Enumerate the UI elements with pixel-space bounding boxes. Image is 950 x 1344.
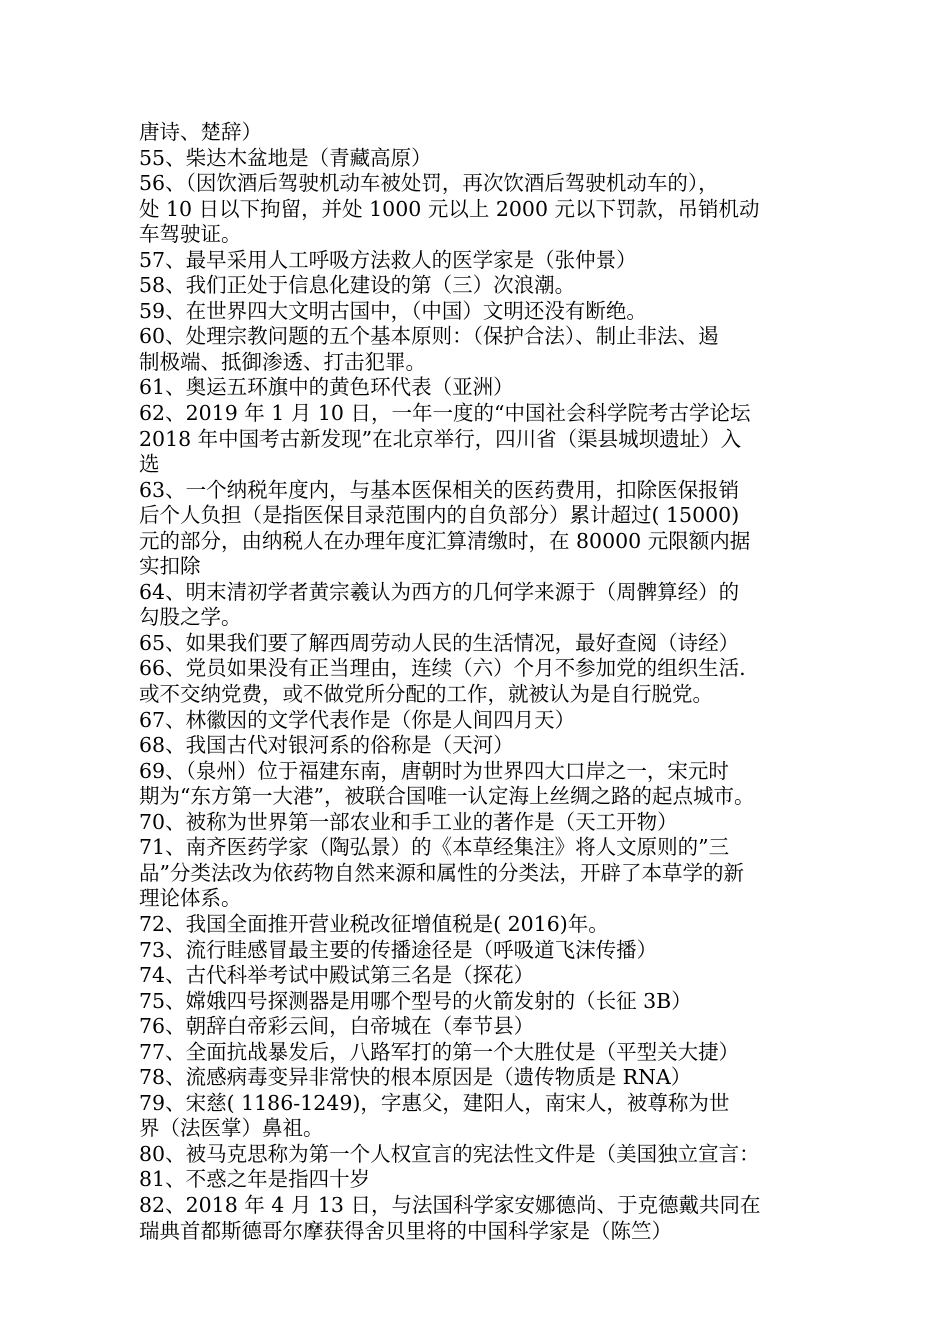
text-line: 79、宋慈( 1186-1249)，字惠父，建阳人，南宋人，被尊称为世 bbox=[139, 1090, 730, 1115]
text-line: 81、不惑之年是指四十岁 bbox=[139, 1167, 371, 1192]
text-line: 车驾驶证。 bbox=[139, 222, 242, 247]
text-line: 70、被称为世界第一部农业和手工业的著作是（天工开物） bbox=[139, 809, 678, 834]
text-line: 61、奥运五环旗中的黄色环代表（亚洲） bbox=[139, 375, 514, 400]
text-line: 或不交纳党费，或不做党所分配的工作，就被认为是自行脱党。 bbox=[139, 682, 713, 707]
text-line: 75、嫦娥四号探测器是用哪个型号的火箭发射的（长征 3B） bbox=[139, 988, 692, 1013]
text-line: 65、如果我们要了解西周劳动人民的生活情况，最好查阅（诗经） bbox=[139, 630, 740, 655]
text-line: 59、在世界四大文明古国中，（中国）文明还没有断绝。 bbox=[139, 298, 647, 323]
text-line: 62、2019 年 1 月 10 日，一年一度的“中国社会科学院考古学论坛 bbox=[139, 401, 751, 426]
text-line: 66、党员如果没有正当理由，连续（六）个月不参加党的组织生活. bbox=[139, 656, 746, 681]
text-line: 69、（泉州）位于福建东南，唐朝时为世界四大口岸之一，宋元时 bbox=[139, 758, 729, 783]
text-line: 76、朝辞白帝彩云间，白帝城在（奉节县） bbox=[139, 1014, 535, 1039]
text-line: 67、林徽因的文学代表作是（你是人间四月天） bbox=[139, 707, 576, 732]
text-line: 78、流感病毒变异非常快的根本原因是（遗传物质是 RNA） bbox=[139, 1065, 692, 1090]
text-line: 60、处理宗教问题的五个基本原则：（保护合法）、制止非法、遏 bbox=[139, 324, 719, 349]
text-line: 57、最早采用人工呼吸方法救人的医学家是（张仲景） bbox=[139, 247, 637, 272]
text-line: 理论体系。 bbox=[139, 886, 242, 911]
text-line: 68、我国古代对银河系的俗称是（天河） bbox=[139, 733, 514, 758]
text-line: 唐诗、楚辞） bbox=[139, 120, 262, 144]
text-line: 72、我国全面推开营业税改征增值税是( 2016)年。 bbox=[139, 911, 609, 936]
text-line: 实扣除 bbox=[139, 554, 201, 579]
text-line: 55、柴达木盆地是（青藏高原） bbox=[139, 145, 432, 170]
text-line: 勾股之学。 bbox=[139, 605, 242, 630]
text-line: 元的部分，由纳税人在办理年度汇算清缴时，在 80000 元限额内据 bbox=[139, 528, 751, 553]
text-line: 73、流行眭感冒最主要的传播途径是（呼吸道飞沫传播） bbox=[139, 937, 658, 962]
text-line: 处 10 日以下拘留，并处 1000 元以上 2000 元以下罚款，吊销机动 bbox=[139, 196, 760, 221]
document-body bbox=[139, 120, 929, 1244]
text-line: 2018 年中国考古新发现”在北京举行，四川省（渠县城坝遗址）入 bbox=[139, 426, 742, 451]
text-line: 期为“东方第一大港”，被联合国唯一认定海上丝绸之路的起点城市。 bbox=[139, 784, 755, 809]
text-line: 品”分类法改为依药物自然来源和属性的分类法，开辟了本草学的新 bbox=[139, 860, 744, 885]
text-line: 56、（因饮酒后驾驶机动车被处罚，再次饮酒后驾驶机动车的）， bbox=[139, 171, 719, 196]
text-line: 64、明末清初学者黄宗羲认为西方的几何学来源于（周髀算经）的 bbox=[139, 579, 740, 604]
text-line: 后个人负担（是指医保目录范围内的自负部分）累计超过( 15000) bbox=[139, 503, 740, 528]
text-line: 80、被马克思称为第一个人权宣言的宪法性文件是（美国独立宣言： bbox=[139, 1141, 760, 1166]
text-line: 82、2018 年 4 月 13 日，与法国科学家安娜德尚、于克德戴共同在 bbox=[139, 1192, 761, 1217]
text-line: 选 bbox=[139, 452, 160, 477]
text-line: 74、古代科举考试中殿试第三名是（探花） bbox=[139, 963, 535, 988]
text-line: 瑞典首都斯德哥尔摩获得舍贝里将的中国科学家是（陈竺） bbox=[139, 1218, 672, 1243]
text-line: 58、我们正处于信息化建设的第（三）次浪潮。 bbox=[139, 273, 576, 298]
text-line: 71、南齐医药学家（陶弘景）的《本草经集注》将人文原则的”三 bbox=[139, 835, 730, 860]
text-line: 界（法医掌）鼻祖。 bbox=[139, 1116, 324, 1141]
text-line: 制极端、抵御渗透、打击犯罪。 bbox=[139, 349, 426, 374]
text-line: 63、一个纳税年度内，与基本医保相关的医药费用，扣除医保报销 bbox=[139, 477, 740, 502]
text-line: 77、全面抗战暴发后，八路军打的第一个大胜仗是（平型关大捷） bbox=[139, 1039, 740, 1064]
